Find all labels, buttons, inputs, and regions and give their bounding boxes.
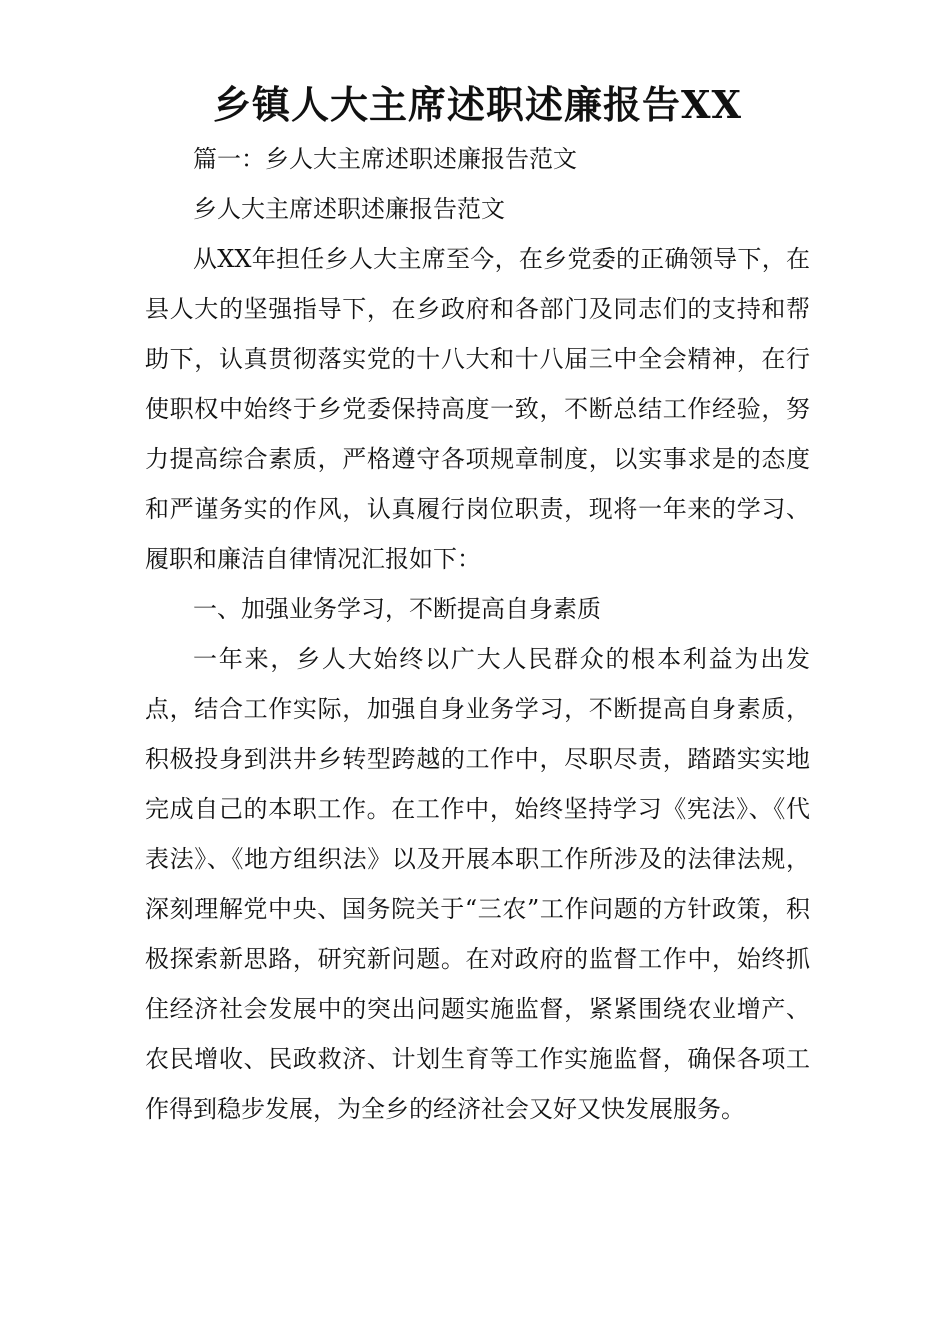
paragraph-section-body: 一年来，乡人大始终以广大人民群众的根本利益为出发点，结合工作实际，加强自身业务学习，不断提高自身素质，积极投身到洪井乡转型跨越的工作中，尽职尽责，踏踏实实地完成自己的本职工作。在工作中，始终坚持学习《宪法》、《代表法》、《地方组织法》以及开展本职工作所涉及的法律法规，深刻理解党中央、国务院关于“三农”工作问题的方针政策，积极探索新思路，研究新问题。在对政府的监督工作中，始终抓住经济社会发展中的突出问题实施监督，紧紧围绕农业增产、农民增收、民政救济、计划生育等工作实施监督，确保各项工作得到稳步发展，为全乡的经济社会又好又快发展服务。	[145, 645, 810, 1123]
paragraph-section-heading: 一、加强业务学习，不断提高自身素质	[193, 595, 601, 623]
paragraph-subtitle: 乡人大主席述职述廉报告范文	[193, 195, 505, 223]
paragraph-chapter-heading: 篇一：乡人大主席述职述廉报告范文	[193, 145, 577, 173]
document-title: 乡镇人大主席述职述廉报告XX	[213, 82, 742, 127]
paragraph-intro: 从XX年担任乡人大主席至今，在乡党委的正确领导下，在县人大的坚强指导下，在乡政府和各部门及同志们的支持和帮助下，认真贯彻落实党的十八大和十八届三中全会精神，在行使职权中始终于乡党委保持高度一致，不断总结工作经验，努力提高综合素质，严格遵守各项规章制度，以实事求是的态度和严谨务实的作风，认真履行岗位职责，现将一年来的学习、履职和廉洁自律情况汇报如下：	[145, 245, 810, 573]
